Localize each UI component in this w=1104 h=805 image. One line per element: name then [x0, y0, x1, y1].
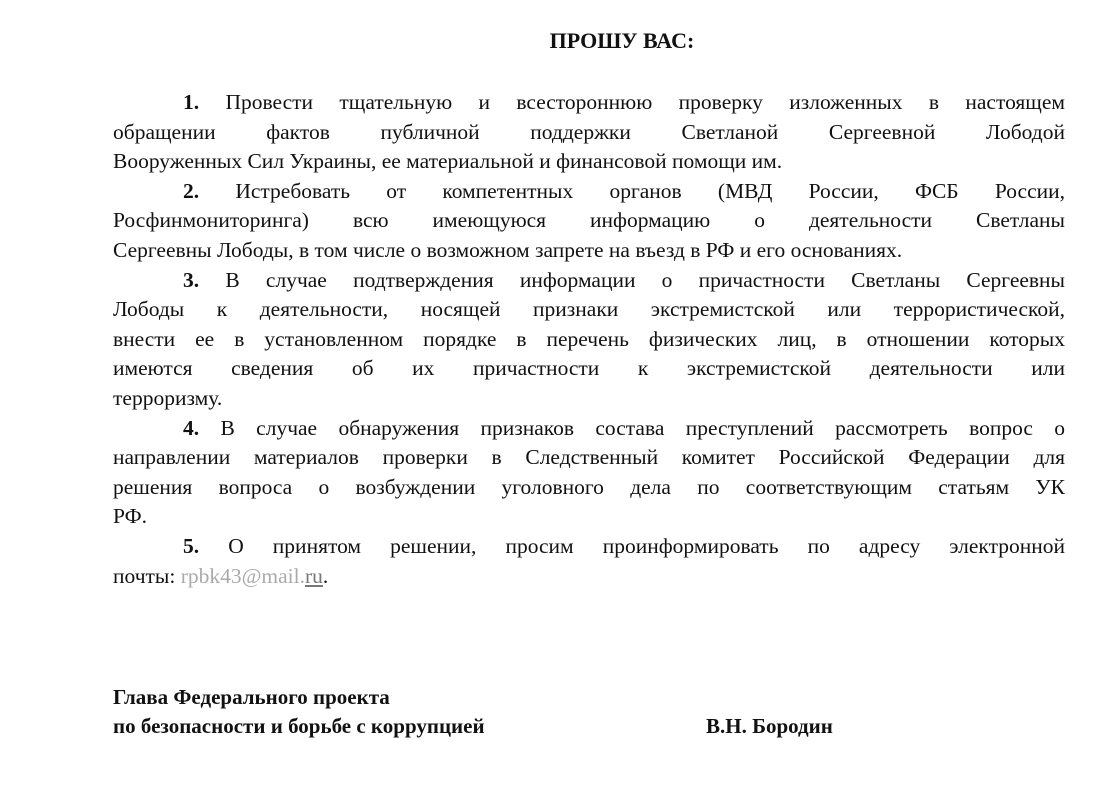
item-text: В случае подтверждения информации о причастности Светланы Сергеевны [225, 267, 1066, 292]
request-item-line [113, 118, 1065, 148]
request-item-line [113, 502, 1065, 532]
item-number: 3. [183, 267, 200, 292]
request-list [113, 88, 1065, 591]
item-text: Сергеевны Лободы, в том числе о возможном запрете на въезд в РФ и его основаниях. [113, 237, 903, 262]
item-text: обращении фактов публичной поддержки Светланой Сергеевной Лободой [113, 119, 1065, 144]
item-number: 1. [183, 90, 200, 114]
request-item-line [113, 177, 1065, 207]
position-line-2: по безопасности и борьбе с коррупцией [113, 714, 485, 738]
item-number: 2. [183, 178, 200, 203]
item-number: 5. [183, 533, 200, 558]
document-heading: ПРОШУ ВАС: [549, 28, 695, 53]
item-text: Провести тщательную и всестороннюю проверку изложенных в настоящем [225, 90, 1065, 114]
request-item-line [113, 443, 1065, 473]
item-text: РФ. [113, 504, 147, 529]
email-user: rpbk43@mail. [180, 563, 305, 588]
request-item-line [113, 532, 1065, 562]
email-end: . [322, 563, 329, 588]
request-item-line [113, 473, 1065, 503]
request-item-line [113, 236, 1065, 266]
item-text: почты: [113, 563, 176, 588]
request-item-line [113, 295, 1065, 325]
request-item-line [113, 414, 1065, 444]
item-text: О принятом решении, просим проинформировать по адресу электронной [228, 533, 1065, 558]
item-number: 4. [183, 415, 200, 440]
item-text: решения вопроса о возбуждении уголовного дела по соответствующим статьям УК [113, 474, 1065, 499]
signatory-position [113, 683, 485, 741]
signatory-name: В.Н. Бородин [706, 714, 833, 738]
request-item-line [113, 325, 1065, 355]
request-item-line [113, 354, 1065, 384]
item-text: Истребовать от компетентных органов (МВД России, ФСБ России, [235, 178, 1066, 203]
request-item-line [113, 88, 1065, 118]
item-text: имеются сведения об их причастности к экстремистской деятельности или [113, 356, 1065, 381]
email-address [181, 564, 323, 588]
request-item-line [113, 147, 1065, 177]
email-domain: ru [305, 563, 323, 588]
item-text: Росфинмониторинга) всю имеющуюся информацию о деятельности Светланы [113, 208, 1065, 233]
item-text: Лободы к деятельности, носящей признаки экстремистской или террористической, [113, 297, 1065, 322]
item-text: Вооруженных Сил Украины, ее материальной и финансовой помощи им. [113, 149, 783, 174]
item-text: направлении материалов проверки в Следственный комитет Российской Федерации для [113, 445, 1065, 470]
request-item-line [113, 562, 1065, 592]
item-text: В случае обнаружения признаков состава преступлений рассмотреть вопрос о [220, 415, 1066, 440]
request-item-line [113, 384, 1065, 414]
item-text: терроризму. [113, 385, 223, 410]
request-item-line [113, 266, 1065, 296]
position-line-1: Глава Федерального проекта [113, 685, 390, 709]
request-item-line [113, 206, 1065, 236]
item-text: внести ее в установленном порядке в перечень физических лиц, в отношении которых [113, 326, 1065, 351]
